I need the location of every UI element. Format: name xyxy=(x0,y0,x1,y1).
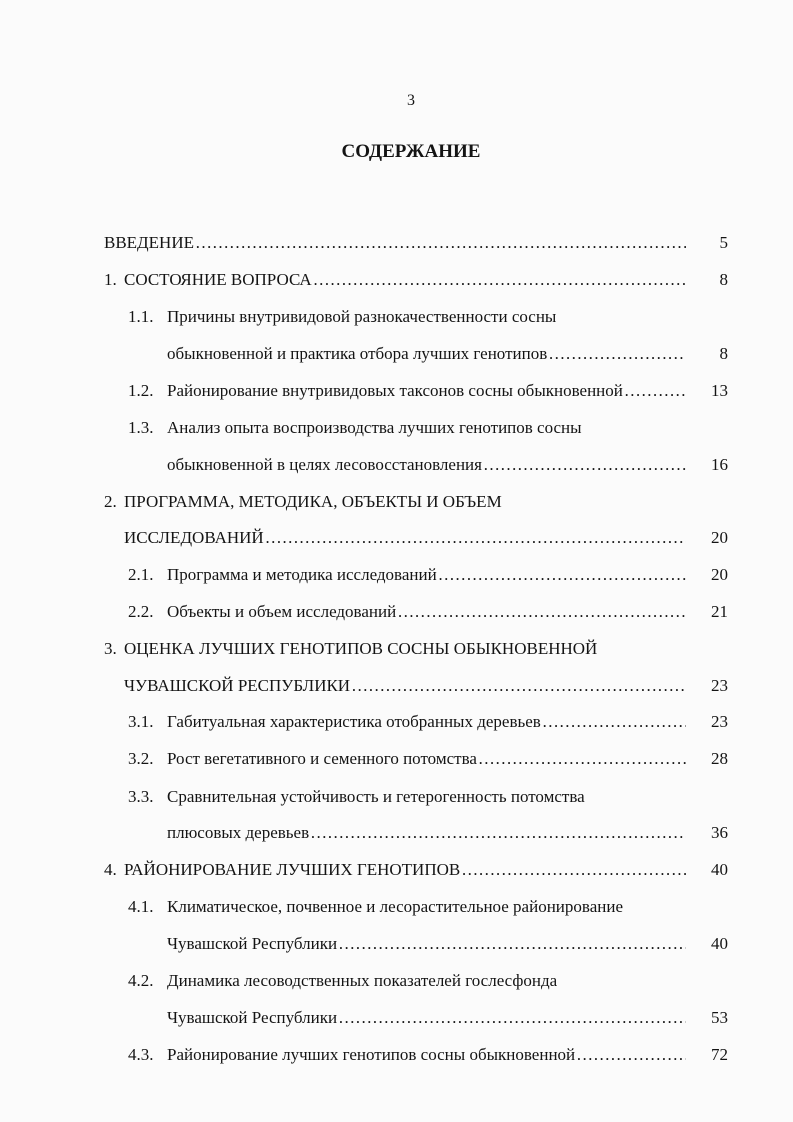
toc-entry xyxy=(0,230,793,256)
toc-leader-dots xyxy=(338,931,686,957)
toc-page-number: 72 xyxy=(711,1045,728,1064)
toc-entry xyxy=(0,267,793,293)
toc-entry-title: Климатическое, почвенное и лесорастительное районирование xyxy=(167,897,623,916)
toc-entry xyxy=(0,599,793,625)
toc-entry-title-continuation: ИССЛЕДОВАНИЙ xyxy=(124,528,264,547)
toc-entry-number: 2. xyxy=(104,492,117,511)
toc-leader-dots xyxy=(624,378,686,404)
toc-page-number: 20 xyxy=(711,565,728,584)
toc-leader-dots xyxy=(351,673,686,699)
toc-page-number: 8 xyxy=(719,270,728,289)
toc-entry-continuation xyxy=(0,673,793,699)
toc-entry-title: Районирование лучших генотипов сосны обыкновенной xyxy=(167,1045,576,1064)
toc-page-number: 16 xyxy=(711,455,728,474)
toc-entry-title: СОСТОЯНИЕ ВОПРОСА xyxy=(124,270,312,289)
toc-entry xyxy=(0,709,793,735)
page-title: СОДЕРЖАНИЕ xyxy=(341,141,481,162)
toc-entry-title: Анализ опыта воспроизводства лучших генотипов сосны xyxy=(167,418,582,437)
toc-entry-title: Сравнительная устойчивость и гетерогенность потомства xyxy=(167,787,585,806)
toc-page-number: 36 xyxy=(711,823,728,842)
toc-leader-dots xyxy=(548,341,686,367)
toc-leader-dots xyxy=(265,525,686,551)
toc-entry-title-continuation: Чувашской Республики xyxy=(167,1008,338,1027)
toc-page-number: 23 xyxy=(711,712,728,731)
toc-entry-number: 3. xyxy=(104,639,117,658)
toc-entry-number: 4. xyxy=(104,860,117,879)
toc-entry-number: 3.2. xyxy=(128,749,154,768)
toc-entry-title: Программа и методика исследований xyxy=(167,565,437,584)
toc-entry-number: 1.2. xyxy=(128,381,154,400)
toc-entry-title: Габитуальная характеристика отобранных деревьев xyxy=(167,712,541,731)
toc-entry-title: Динамика лесоводственных показателей гослесфонда xyxy=(167,971,558,990)
toc-entry-continuation xyxy=(0,931,793,957)
toc-entry-number: 1. xyxy=(104,270,117,289)
toc-entry-title: ВВЕДЕНИЕ xyxy=(104,233,194,252)
toc-leader-dots xyxy=(313,267,686,293)
toc-entry-title: Причины внутривидовой разнокачественности сосны xyxy=(167,307,557,326)
toc-entry-number: 3.1. xyxy=(128,712,154,731)
toc-entry xyxy=(0,784,793,810)
toc-leader-dots xyxy=(195,230,686,256)
toc-entry-number: 1.3. xyxy=(128,418,154,437)
toc-entry-continuation xyxy=(0,525,793,551)
toc-entry-continuation xyxy=(0,452,793,478)
toc-entry-title-continuation: обыкновенной в целях лесовосстановления xyxy=(167,455,482,474)
toc-entry xyxy=(0,968,793,994)
toc-leader-dots xyxy=(576,1042,686,1068)
toc-entry-number: 4.2. xyxy=(128,971,154,990)
toc-entry-number: 2.1. xyxy=(128,565,154,584)
toc-page-number: 28 xyxy=(711,749,728,768)
toc-entry-title: РАЙОНИРОВАНИЕ ЛУЧШИХ ГЕНОТИПОВ xyxy=(124,860,461,879)
toc-entry xyxy=(0,1042,793,1068)
toc-leader-dots xyxy=(461,857,686,883)
toc-page-number: 40 xyxy=(711,934,728,953)
toc-entry-number: 4.3. xyxy=(128,1045,154,1064)
toc-entry-title-continuation: Чувашской Республики xyxy=(167,934,338,953)
toc-leader-dots xyxy=(397,599,686,625)
toc-entry-title-continuation: ЧУВАШСКОЙ РЕСПУБЛИКИ xyxy=(124,676,351,695)
toc-entry-continuation xyxy=(0,341,793,367)
toc-page-number: 21 xyxy=(711,602,728,621)
toc-entry xyxy=(0,746,793,772)
toc-entry xyxy=(0,636,793,662)
toc-entry-title: Объекты и объем исследований xyxy=(167,602,397,621)
toc-entry-continuation xyxy=(0,820,793,846)
toc-entry-title: ПРОГРАММА, МЕТОДИКА, ОБЪЕКТЫ И ОБЪЕМ xyxy=(124,492,502,511)
toc-page-number: 5 xyxy=(719,233,728,252)
toc-page-number: 20 xyxy=(711,528,728,547)
toc-page-number: 13 xyxy=(711,381,728,400)
toc-page-number: 40 xyxy=(711,860,728,879)
toc-entry-title: Районирование внутривидовых таксонов сосны обыкновенной xyxy=(167,381,623,400)
toc-entry-number: 3.3. xyxy=(128,787,154,806)
toc-leader-dots xyxy=(542,709,686,735)
toc-entry-number: 1.1. xyxy=(128,307,154,326)
toc-page-number: 23 xyxy=(711,676,728,695)
toc-entry-title: Рост вегетативного и семенного потомства xyxy=(167,749,477,768)
toc-leader-dots xyxy=(483,452,686,478)
toc-entry xyxy=(0,857,793,883)
toc-leader-dots xyxy=(438,562,686,588)
toc-entry xyxy=(0,562,793,588)
toc-entry xyxy=(0,489,793,515)
toc-entry-title-continuation: плюсовых деревьев xyxy=(167,823,310,842)
toc-entry-continuation xyxy=(0,1005,793,1031)
toc-entry xyxy=(0,304,793,330)
toc-entry xyxy=(0,894,793,920)
toc-entry xyxy=(0,415,793,441)
toc-entry-title-continuation: обыкновенной и практика отбора лучших генотипов xyxy=(167,344,548,363)
toc-entry-title: ОЦЕНКА ЛУЧШИХ ГЕНОТИПОВ СОСНЫ ОБЫКНОВЕННОЙ xyxy=(124,639,598,658)
toc-leader-dots xyxy=(338,1005,686,1031)
toc-entry-number: 2.2. xyxy=(128,602,154,621)
toc-leader-dots xyxy=(478,746,686,772)
toc-page-number: 8 xyxy=(719,344,728,363)
toc-entry xyxy=(0,378,793,404)
toc-page-number: 53 xyxy=(711,1008,728,1027)
toc-leader-dots xyxy=(310,820,686,846)
toc-entry-number: 4.1. xyxy=(128,897,154,916)
page-number: 3 xyxy=(407,92,415,109)
